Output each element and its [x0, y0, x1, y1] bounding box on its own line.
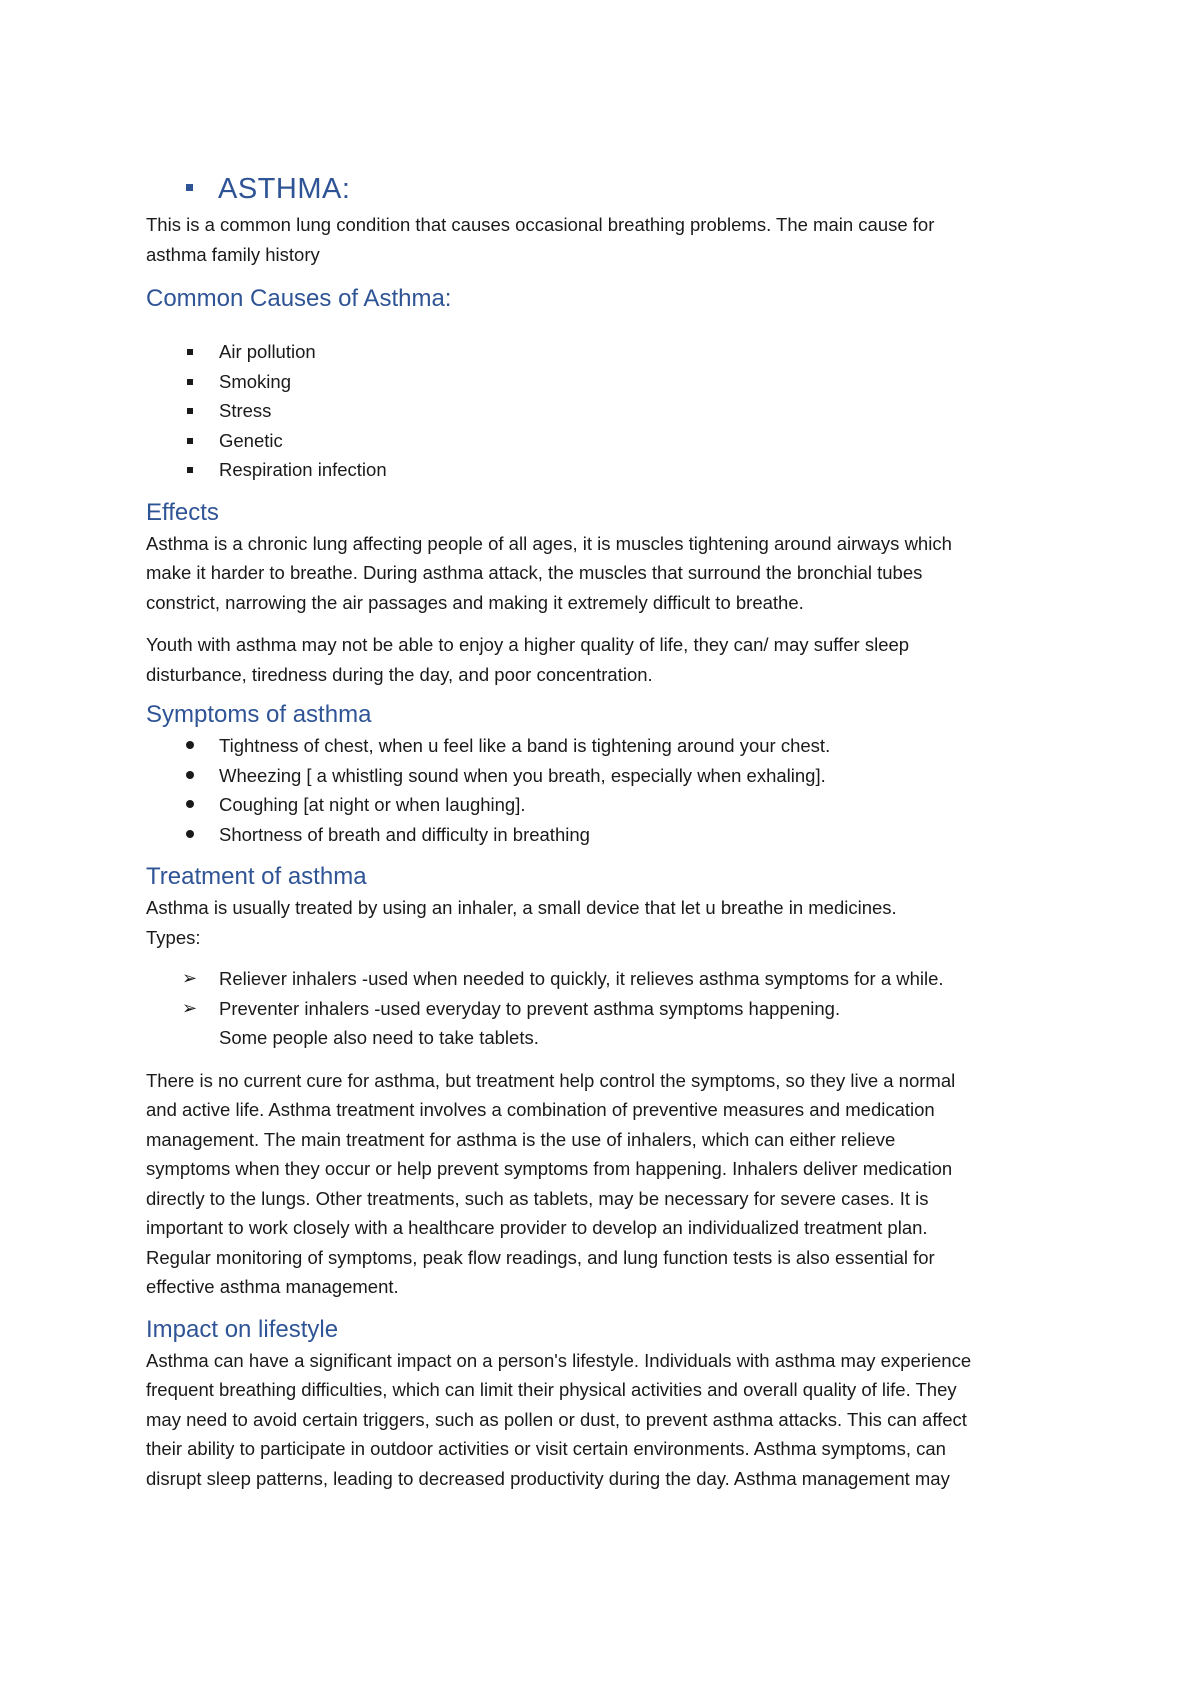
paragraph-line: Regular monitoring of symptoms, peak flow readings, and lung function tests is also essential for: [146, 1246, 935, 1268]
paragraph-line: Youth with asthma may not be able to enjoy a higher quality of life, they can/ may suffer sleep: [146, 634, 910, 655]
paragraph-line: disturbance, tiredness during the day, and poor concentration.: [146, 663, 653, 685]
paragraph-line: may need to avoid certain triggers, such as pollen or dust, to prevent asthma attacks. This can affect: [146, 1408, 967, 1430]
dot-bullet-icon: [186, 771, 194, 779]
list-item-text: Preventer inhalers -used everyday to prevent asthma symptoms happening.: [219, 997, 841, 1019]
list-item-text: Respiration infection: [219, 459, 387, 480]
list-item-text: Smoking: [219, 370, 291, 392]
effects-paragraph: [146, 529, 1066, 618]
paragraph-line: symptoms when they occur or help prevent symptoms from happening. Inhalers deliver medication: [146, 1158, 953, 1179]
list-item: [146, 396, 1066, 426]
list-item-text: Wheezing [ a whistling sound when you breath, especially when exhaling].: [219, 764, 826, 786]
list-item: [146, 820, 1066, 850]
arrow-bullet-icon: ➢: [182, 997, 198, 1019]
list-item-text: Shortness of breath and difficulty in breathing: [219, 823, 590, 845]
square-bullet-icon: [186, 184, 193, 191]
dot-bullet-icon: [186, 741, 194, 749]
dot-bullet-icon: [186, 800, 194, 808]
list-item: [146, 790, 1066, 820]
list-item: [146, 426, 1066, 456]
paragraph-line: constrict, narrowing the air passages and making it extremely difficult to breathe.: [146, 591, 804, 613]
list-item-text: Tightness of chest, when u feel like a band is tightening around your chest.: [219, 735, 831, 756]
treatment-types-label: Types:: [146, 926, 201, 948]
square-bullet-icon: [187, 379, 193, 385]
treatment-heading: Treatment of asthma: [146, 863, 367, 890]
list-item-text: Air pollution: [219, 341, 316, 362]
title-row: [146, 170, 1066, 210]
list-item: [146, 761, 1066, 791]
intro-paragraph: [146, 210, 1066, 269]
paragraph-line: There is no current cure for asthma, but treatment help control the symptoms, so they live a normal: [146, 1069, 956, 1091]
treatment-intro: Asthma is usually treated by using an inhaler, a small device that let u breathe in medicines.: [146, 897, 897, 918]
symptoms-heading: Symptoms of asthma: [146, 701, 372, 728]
paragraph-line: make it harder to breathe. During asthma attack, the muscles that surround the bronchial tubes: [146, 562, 923, 583]
square-bullet-icon: [187, 349, 193, 355]
paragraph-line: important to work closely with a healthcare provider to develop an individualized treatment plan.: [146, 1217, 928, 1238]
effects-heading: Effects: [146, 498, 219, 526]
square-bullet-icon: [187, 438, 193, 444]
treatment-types-list: [146, 964, 1066, 1023]
paragraph-line: frequent breathing difficulties, which can limit their physical activities and overall quality of life. They: [146, 1379, 957, 1400]
dot-bullet-icon: [186, 830, 194, 838]
list-item-text: Coughing [at night or when laughing].: [219, 794, 526, 815]
paragraph-line: management. The main treatment for asthma is the use of inhalers, which can either relieve: [146, 1128, 896, 1150]
paragraph-line: disrupt sleep patterns, leading to decreased productivity during the day. Asthma management may: [146, 1467, 950, 1489]
list-item: [146, 731, 1066, 761]
paragraph-line: Asthma can have a significant impact on a person's lifestyle. Individuals with asthma may experience: [146, 1349, 972, 1371]
treatment-note: Some people also need to take tablets.: [219, 1027, 539, 1048]
causes-list: [146, 337, 1066, 485]
arrow-bullet-icon: ➢: [182, 968, 198, 989]
list-item-text: Genetic: [219, 429, 283, 451]
square-bullet-icon: [187, 467, 193, 473]
list-item: [146, 455, 1066, 485]
list-item: [146, 337, 1066, 367]
document-content: [146, 170, 1066, 1493]
square-bullet-icon: [187, 408, 193, 414]
effects-paragraph: [146, 630, 1066, 689]
paragraph-line: effective asthma management.: [146, 1276, 399, 1297]
treatment-paragraph: [146, 1066, 1066, 1302]
list-item-text: Stress: [219, 400, 272, 421]
list-item-text: Reliever inhalers -used when needed to quickly, it relieves asthma symptoms for a while.: [219, 968, 944, 989]
intro-line: asthma family history: [146, 243, 320, 265]
paragraph-line: directly to the lungs. Other treatments, such as tablets, may be necessary for severe cases. It is: [146, 1187, 929, 1209]
causes-heading: Common Causes of Asthma:: [146, 285, 452, 312]
list-item: [146, 964, 1066, 994]
intro-line: This is a common lung condition that causes occasional breathing problems. The main cause for: [146, 214, 935, 235]
list-item: [146, 367, 1066, 397]
paragraph-line: and active life. Asthma treatment involves a combination of preventive measures and medication: [146, 1099, 935, 1120]
paragraph-line: their ability to participate in outdoor activities or visit certain environments. Asthma symptoms, can: [146, 1438, 946, 1459]
lifestyle-heading: Impact on lifestyle: [146, 1315, 339, 1343]
document-title: ASTHMA:: [218, 173, 351, 205]
paragraph-line: Asthma is a chronic lung affecting people of all ages, it is muscles tightening around airways which: [146, 532, 952, 554]
lifestyle-paragraph: [146, 1346, 1066, 1494]
symptoms-list: [146, 731, 1066, 849]
list-item: [146, 994, 1066, 1024]
